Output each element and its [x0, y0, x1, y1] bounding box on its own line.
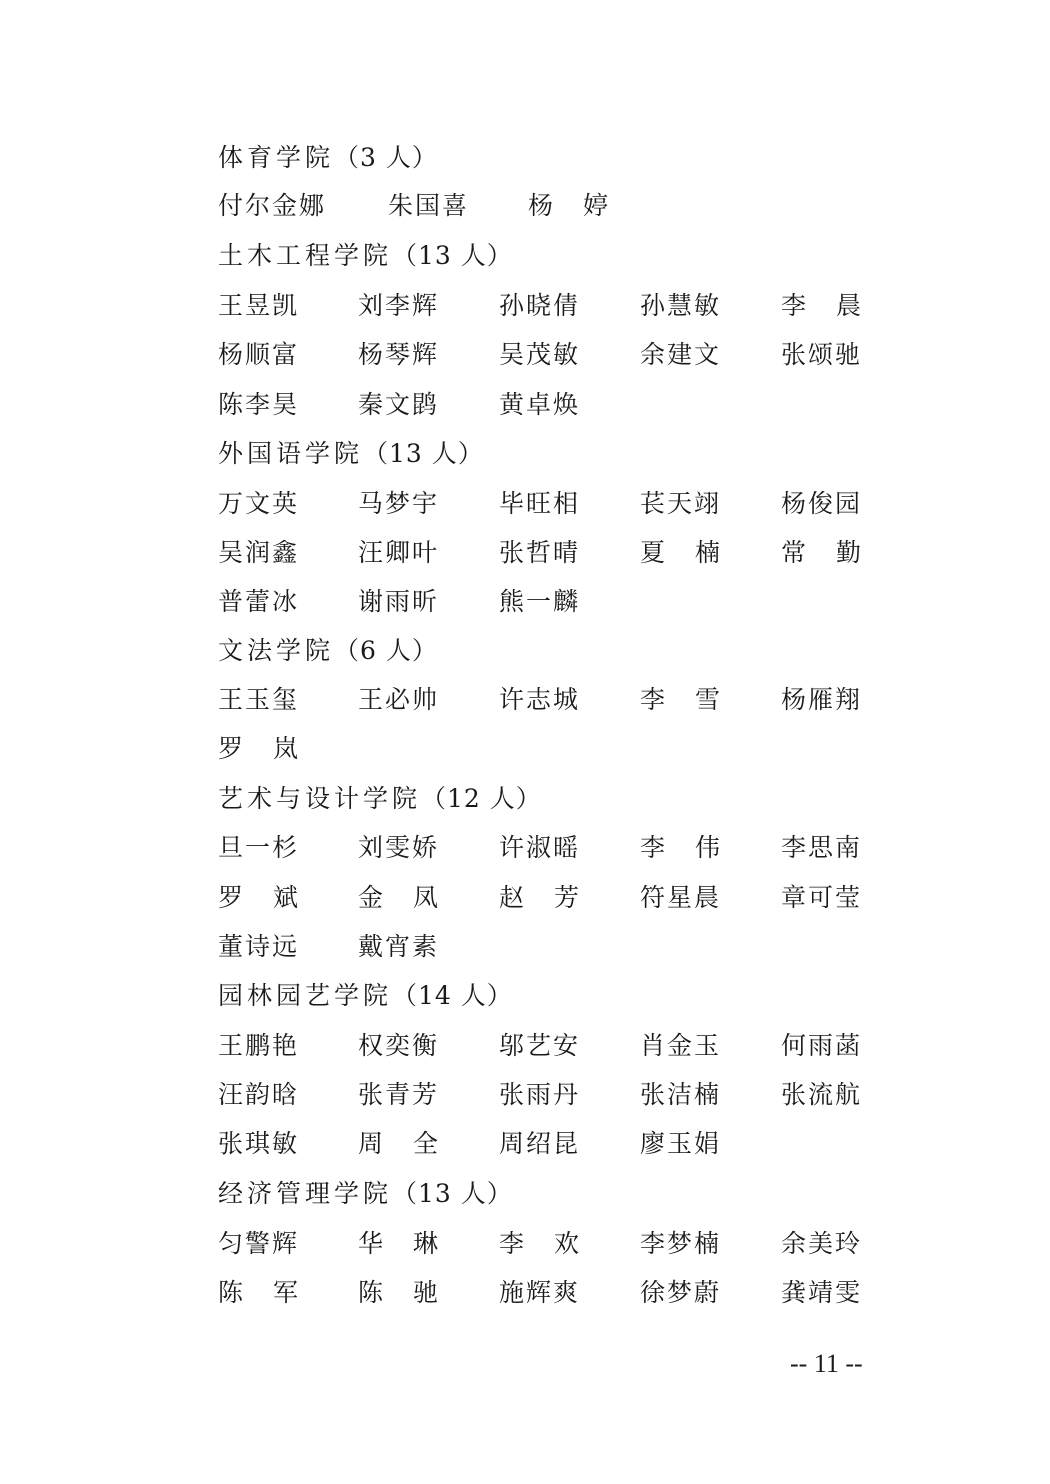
student-name: 万文英	[218, 489, 300, 518]
student-name: 张青芳	[358, 1080, 440, 1109]
student-name: 李 雪	[640, 685, 721, 714]
name-row	[218, 333, 918, 377]
college-count: （14 人）	[392, 981, 513, 1010]
student-name: 周 全	[358, 1129, 439, 1158]
student-name: 权奕衡	[358, 1031, 440, 1060]
student-name: 王必帅	[358, 685, 440, 714]
college-count: （13 人）	[392, 241, 513, 270]
student-name: 徐梦蔚	[640, 1278, 722, 1307]
college-heading	[218, 136, 918, 180]
college-heading	[218, 629, 918, 673]
student-name: 吴润鑫	[218, 538, 300, 567]
college-heading	[218, 974, 918, 1018]
student-name: 孙晓倩	[499, 291, 581, 320]
name-row	[218, 727, 918, 771]
student-name: 张哲晴	[499, 538, 581, 567]
student-name: 肖金玉	[640, 1031, 722, 1060]
college-name: 体育学院	[218, 143, 335, 172]
college-name: 文法学院	[218, 636, 335, 665]
student-name: 黄卓焕	[499, 390, 581, 419]
student-name: 张流航	[781, 1080, 863, 1109]
page-number: -- 11 --	[790, 1349, 863, 1378]
student-name: 张雨丹	[499, 1080, 581, 1109]
student-name: 王昱凯	[218, 291, 300, 320]
student-name: 张洁楠	[640, 1080, 722, 1109]
name-row	[218, 826, 918, 870]
name-row	[218, 925, 918, 969]
student-name: 李 欢	[499, 1229, 580, 1258]
student-name: 普蕾冰	[218, 587, 300, 616]
student-name: 章可莹	[781, 883, 863, 912]
student-name: 陈 军	[218, 1278, 299, 1307]
name-row	[218, 482, 918, 526]
name-row	[218, 1122, 918, 1166]
student-name: 何雨菡	[781, 1031, 863, 1060]
student-name: 赵 芳	[499, 883, 580, 912]
college-name: 外国语学院	[218, 439, 364, 468]
college-count: （13 人）	[392, 1179, 513, 1208]
student-name: 王鹏艳	[218, 1031, 300, 1060]
student-name: 周绍昆	[499, 1129, 581, 1158]
student-name: 金 凤	[358, 883, 439, 912]
student-name: 陈 驰	[358, 1278, 439, 1307]
college-name: 经济管理学院	[218, 1179, 393, 1208]
name-row	[218, 184, 918, 228]
student-name: 杨顺富	[218, 340, 300, 369]
student-name: 李 晨	[781, 291, 862, 320]
student-name: 王玉玺	[218, 685, 300, 714]
college-heading	[218, 432, 918, 476]
student-name: 汪卿叶	[358, 538, 440, 567]
student-name: 杨俊园	[781, 489, 863, 518]
college-heading	[218, 234, 918, 278]
college-count: （13 人）	[363, 439, 484, 468]
student-name: 许淑暚	[499, 833, 581, 862]
student-name: 秦文鹍	[358, 390, 440, 419]
student-name: 李 伟	[640, 833, 721, 862]
college-name: 园林园艺学院	[218, 981, 393, 1010]
student-name: 谢雨昕	[358, 587, 440, 616]
student-name: 罗 岚	[218, 734, 299, 763]
student-name: 匀警辉	[218, 1229, 300, 1258]
student-name: 毕旺相	[499, 489, 581, 518]
name-row	[218, 1222, 918, 1266]
student-name: 常 勤	[781, 538, 862, 567]
name-row	[218, 531, 918, 575]
college-count: （6 人）	[334, 636, 438, 665]
student-name: 邬艺安	[499, 1031, 581, 1060]
student-name: 付尔金娜	[218, 191, 327, 220]
student-name: 戴宵素	[358, 932, 440, 961]
name-row	[218, 284, 918, 328]
student-name: 施辉爽	[499, 1278, 581, 1307]
college-name: 土木工程学院	[218, 241, 393, 270]
student-name: 杨琴辉	[358, 340, 440, 369]
student-name: 余美玲	[781, 1229, 863, 1258]
student-name: 李梦楠	[640, 1229, 722, 1258]
student-name: 符星晨	[640, 883, 722, 912]
student-name: 董诗远	[218, 932, 300, 961]
student-name: 刘雯娇	[358, 833, 440, 862]
college-name: 艺术与设计学院	[218, 784, 422, 813]
name-row	[218, 876, 918, 920]
student-name: 许志城	[499, 685, 581, 714]
student-name: 吴茂敏	[499, 340, 581, 369]
name-row	[218, 383, 918, 427]
student-name: 张颂驰	[781, 340, 863, 369]
college-count: （3 人）	[334, 143, 438, 172]
student-name: 罗 斌	[218, 883, 299, 912]
student-name: 杨雁翔	[781, 685, 863, 714]
student-name: 张琪敏	[218, 1129, 300, 1158]
student-name: 余建文	[640, 340, 722, 369]
student-name: 刘李辉	[358, 291, 440, 320]
student-name: 熊一麟	[499, 587, 581, 616]
student-name: 孙慧敏	[640, 291, 722, 320]
college-heading	[218, 1172, 918, 1216]
student-name: 龚靖雯	[781, 1278, 863, 1307]
student-name: 杨 婷	[528, 191, 609, 220]
student-name: 华 琳	[358, 1229, 439, 1258]
student-name: 苌天翊	[640, 489, 722, 518]
student-name: 马梦宇	[358, 489, 440, 518]
student-name: 李思南	[781, 833, 863, 862]
student-name: 朱国喜	[388, 191, 470, 220]
name-row	[218, 1024, 918, 1068]
student-name: 廖玉娟	[640, 1129, 722, 1158]
college-heading	[218, 777, 918, 821]
student-name: 陈李昊	[218, 390, 300, 419]
name-row	[218, 1271, 918, 1315]
name-row	[218, 580, 918, 624]
name-row	[218, 1073, 918, 1117]
student-name: 夏 楠	[640, 538, 721, 567]
student-name: 旦一杉	[218, 833, 300, 862]
student-name: 汪韵晗	[218, 1080, 300, 1109]
college-count: （12 人）	[421, 784, 542, 813]
name-row	[218, 678, 918, 722]
